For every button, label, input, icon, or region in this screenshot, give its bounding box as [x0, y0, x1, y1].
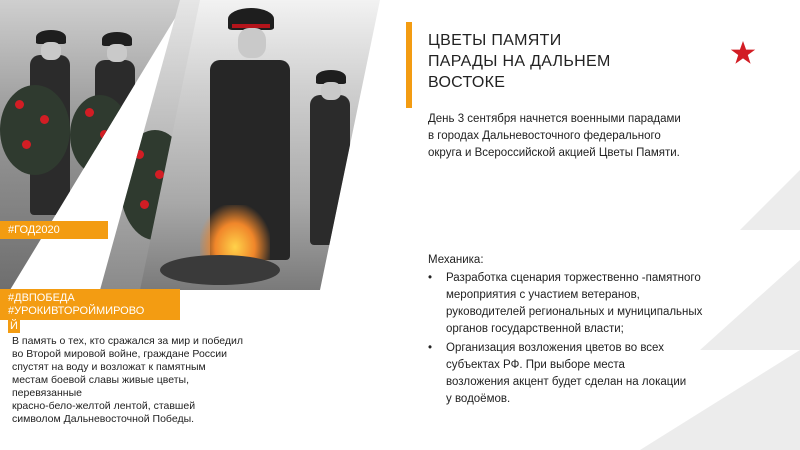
mechanics-line: возложения акцент будет сделан на локации: [446, 376, 687, 388]
mechanics-line: руководителей региональных и муниципальных: [446, 306, 703, 318]
decor-triangle: [740, 170, 800, 230]
story-line: красно-бело-желтой лентой, ставшей: [12, 400, 196, 412]
mechanics-line: органов государственной власти;: [446, 323, 624, 335]
intro-line: округа и Всероссийской акцией Цветы Памяти.: [428, 147, 680, 159]
mechanics-line: Организация возложения цветов во всех: [446, 342, 664, 354]
title-line: ЦВЕТЫ ПАМЯТИ: [428, 32, 562, 49]
red-flower: [22, 140, 31, 149]
story-line: символом Дальневосточной Победы.: [12, 413, 195, 425]
mechanics-item: [428, 340, 758, 408]
mechanics-heading: Механика:: [428, 254, 484, 266]
hashtag-lessons-wrap: Й: [10, 320, 18, 332]
mechanics-line: Разработка сценария торжественно -памятного: [446, 272, 701, 284]
soldier-face: [41, 42, 61, 60]
soldier-face: [107, 44, 127, 62]
intro-text: [428, 111, 738, 162]
cadet-face: [238, 28, 266, 58]
hashtag-year: #ГОД2020: [0, 221, 108, 239]
hashtag-block: [0, 289, 180, 320]
page-title: [428, 30, 688, 93]
mechanics-item: [428, 270, 758, 338]
story-line: спустят на воду и возложат к памятным: [12, 361, 206, 373]
red-flower: [135, 150, 144, 159]
bullet: •: [428, 342, 433, 354]
red-flower: [15, 100, 24, 109]
story-text: [12, 335, 274, 426]
story-line: во Второй мировой войне, граждане России: [12, 348, 228, 360]
title-line: ПАРАДЫ НА ДАЛЬНЕМ: [428, 53, 611, 70]
mechanics-line: субъектах РФ. При выборе места: [446, 359, 625, 371]
red-flower: [140, 200, 149, 209]
red-star-icon: [730, 40, 756, 66]
intro-line: в городах Дальневосточного федерального: [428, 130, 661, 142]
mechanics-line: у водоёмов.: [446, 393, 511, 405]
intro-line: День 3 сентября начнется военными парадами: [428, 113, 681, 125]
story-line: местам боевой славы живые цветы,: [12, 374, 190, 386]
hashtag-lessons: #УРОКИВТОРОЙМИРОВО: [8, 305, 145, 317]
flame-bowl: [160, 255, 280, 285]
soldier-figure: [310, 95, 350, 245]
hashtag-victory: #ДВПОБЕДА: [8, 292, 75, 304]
story-line: В память о тех, кто сражался за мир и победил: [12, 335, 243, 347]
story-line: перевязанные: [12, 387, 82, 399]
red-flower: [40, 115, 49, 124]
title-line: ВОСТОКЕ: [428, 74, 506, 91]
soldier-face: [321, 82, 341, 100]
red-flower: [85, 108, 94, 117]
accent-bar: [406, 22, 412, 108]
mechanics-list: [428, 270, 758, 410]
red-flower: [100, 130, 109, 139]
bullet: •: [428, 272, 433, 284]
red-flower: [155, 170, 164, 179]
wreath: [0, 85, 70, 175]
mechanics-line: мероприятия с участием ветеранов,: [446, 289, 640, 301]
